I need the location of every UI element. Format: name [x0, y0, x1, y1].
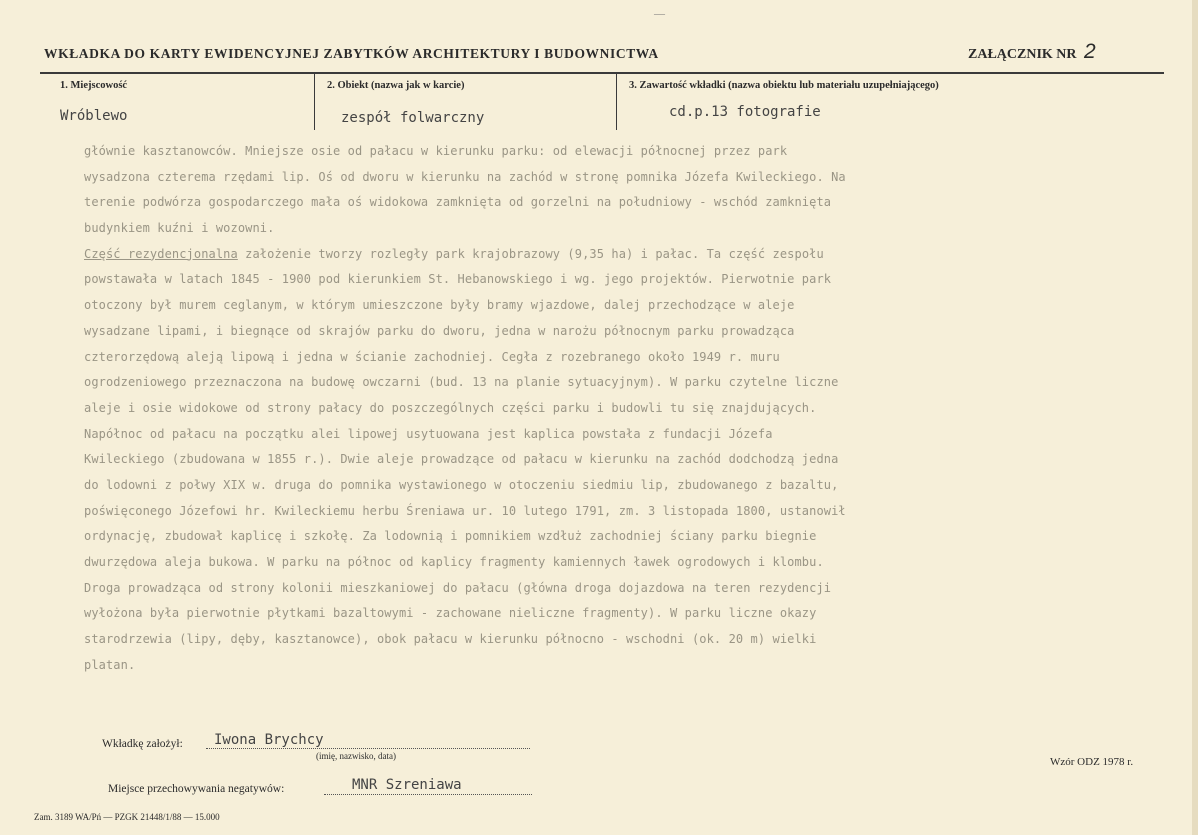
print-code: Zam. 3189 WA/Pń — PZGK 21448/1/88 — 15.000 — [34, 812, 220, 822]
body-line-with-heading — [84, 242, 1148, 268]
body-line: wysadzona czterema rzędami lip. Oś od dworu w kierunku na zachód w stronę pomnika Józefa Kwileckiego. Na — [84, 169, 846, 184]
body-line: Napółnoc od pałacu na początku alei lipowej usytuowana jest kaplica powstała z fundacji Józefa — [84, 426, 773, 441]
annex-number — [968, 40, 1096, 64]
negatives-dotted-line — [324, 794, 532, 795]
locality-field — [40, 74, 314, 130]
contents-field — [616, 74, 1165, 130]
body-line: aleje i osie widokowe od strony pałacy do poszczególnych części parku i budowli tu się znajdujących. — [84, 400, 817, 415]
negatives-label: Miejsce przechowywania negatywów: — [108, 783, 285, 795]
body-line: platan. — [84, 657, 136, 672]
body-line: głównie kasztanowców. Mniejsze osie od pałacu w kierunku parku: od elewacji północnej przez park — [84, 144, 788, 158]
body-line: dwurzędowa aleja bukowa. W parku na północ od kaplicy fragmenty kamiennych ławek ogrodowych i klombu. — [84, 555, 824, 569]
description-text — [84, 139, 1148, 678]
body-line: wyłożona była pierwotnie płytkami bazaltowymi - zachowane nieliczne fragmenty). W parku liczne okazy — [84, 606, 817, 621]
locality-value: Wróblewo — [60, 108, 128, 124]
body-line: czterorzędową aleją lipową i jedna w ścianie zachodniej. Cegła z rozebranego około 1949 r. muru — [84, 349, 780, 364]
body-line: Droga prowadząca od strony kolonii mieszkaniowej do pałacu (główna droga dojazdowa na teren rezydencji — [84, 580, 832, 595]
body-line: Kwileckiego (zbudowana w 1855 r.). Dwie aleje prowadzące od pałacu w kierunku na zachód dodchodzą jedna — [84, 452, 839, 467]
body-line: poświęconego Józefowi hr. Kwileckiemu herbu Śreniawa ur. 10 lutego 1791, zm. 3 listopada 1800, ustanowił — [84, 503, 846, 518]
body-line: terenie podwórza gospodarczego mała oś widokowa zamknięta od gorzelni na południowy - wschód zamknięta — [84, 195, 832, 210]
paper-edge — [1192, 0, 1198, 835]
paper-mark: — — [654, 8, 665, 20]
body-line: powstawała w latach 1845 - 1900 pod kierunkiem St. Hebanowskiego i wg. jego projektów. Pierwotnie park — [84, 272, 832, 287]
locality-label: 1. Miejscowość — [60, 80, 128, 91]
body-line: wysadzane lipami, i biegnące od skrajów parku do dworu, jedna w narożu północnym parku prowadząca — [84, 323, 795, 338]
author-dotted-line — [206, 748, 530, 749]
header-fields-table — [40, 72, 1164, 130]
annex-number-value: 2 — [1084, 40, 1096, 63]
body-line: starodrzewia (lipy, dęby, kasztanowce), obok pałacu w kierunku północno - wschodni (ok. 20 m) wielki — [84, 632, 817, 647]
form-title: WKŁADKA DO KARTY EWIDENCYJNEJ ZABYTKÓW ARCHITEKTURY I BUDOWNICTWA — [44, 46, 659, 61]
residential-part-heading: Część rezydencjonalna — [84, 246, 238, 261]
contents-label: 3. Zawartość wkładki (nazwa obiektu lub materiału uzupełniającego) — [629, 80, 939, 91]
form-model: Wzór ODZ 1978 r. — [1050, 756, 1134, 768]
body-line: budynkiem kuźni i wozowni. — [84, 221, 275, 236]
author-label: Wkładkę założył: — [102, 738, 183, 750]
contents-value: cd.p.13 fotografie — [669, 104, 821, 120]
object-value: zespół folwarczny — [341, 110, 485, 126]
body-line: ogrodzeniowego przeznaczona na budowę owczarni (bud. 13 na planie sytuacyjnym). W parku czytelne liczne — [84, 375, 839, 390]
body-line: ordynację, zbudował kaplicę i szkołę. Za lodownią i pomnikiem wzdłuż zachodniej ściany parku biegnie — [84, 529, 817, 544]
annex-label: ZAŁĄCZNIK NR — [968, 47, 1077, 62]
author-value: Iwona Brychcy — [214, 732, 324, 748]
body-line: otoczony był murem ceglanym, w którym umieszczone były bramy wjazdowe, dalej przechodzące w aleje — [84, 298, 795, 313]
object-field — [314, 74, 617, 130]
body-line: do lodowni z połwy XIX w. druga do pomnika wystawionego w otoczeniu siedmiu lip, zbudowanego z bazaltu, — [84, 477, 839, 492]
object-label: 2. Obiekt (nazwa jak w karcie) — [327, 80, 465, 91]
negatives-value: MNR Szreniawa — [352, 777, 462, 793]
body-line-rest: założenie tworzy rozległy park krajobrazowy (9,35 ha) i pałac. Ta część zespołu — [237, 246, 824, 261]
author-hint: (imię, nazwisko, data) — [316, 751, 396, 761]
